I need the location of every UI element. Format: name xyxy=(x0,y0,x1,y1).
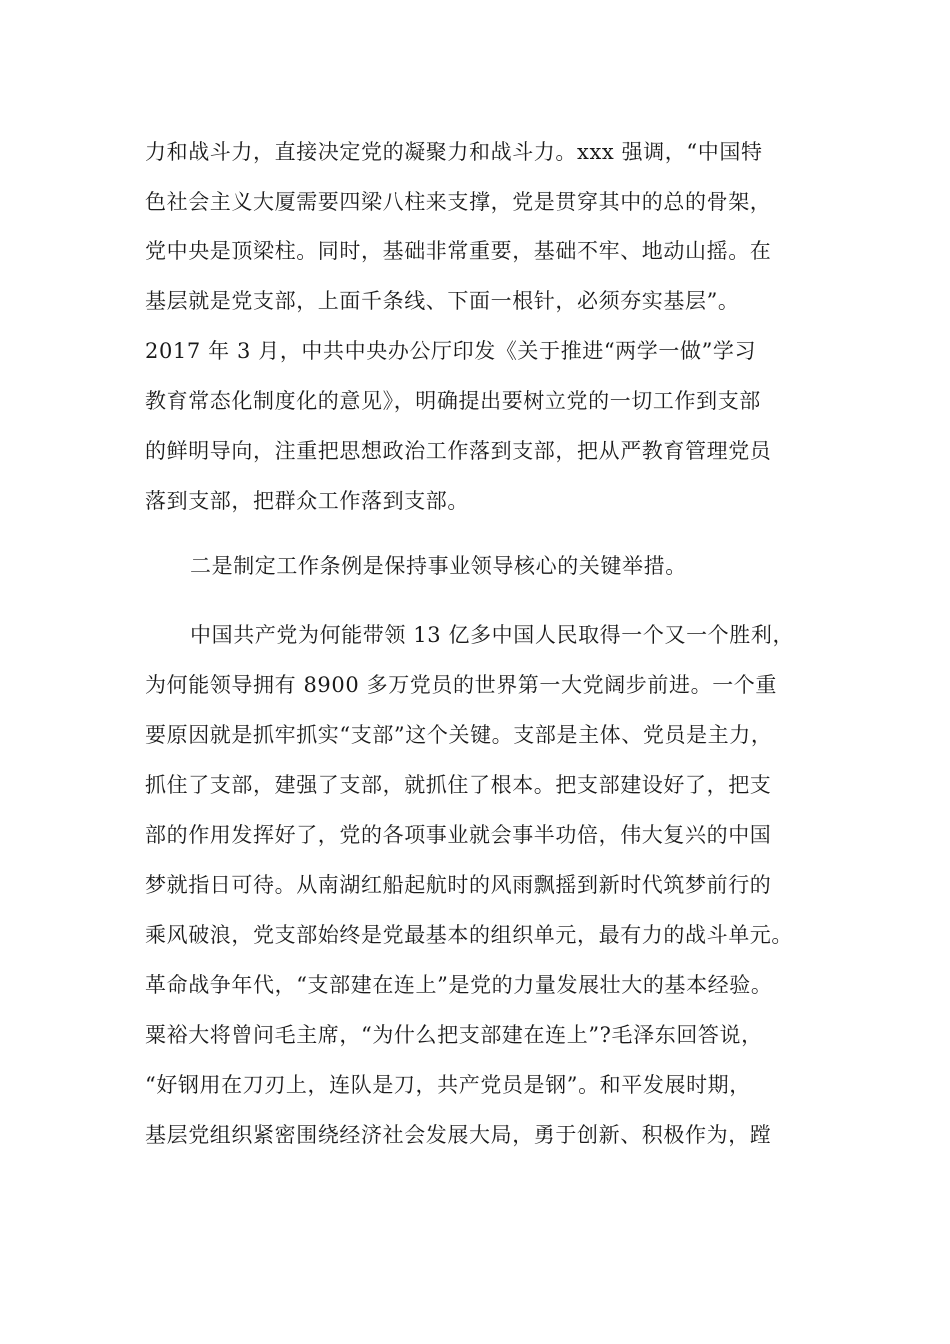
body-text-line: 中国共产党为何能带领 13 亿多中国人民取得一个又一个胜利， xyxy=(190,623,795,647)
body-text-line: 粟裕大将曾问毛主席，“为什么把支部建在连上”?毛泽东回答说， xyxy=(145,1023,763,1047)
body-text-line: 基层党组织紧密围绕经济社会发展大局，勇于创新、积极作为，蹚 xyxy=(145,1123,772,1147)
body-text-line: 党中央是顶梁柱。同时，基础非常重要，基础不牢、地动山摇。在 xyxy=(145,239,772,263)
body-text-line: 革命战争年代，“支部建在连上”是党的力量发展壮大的基本经验。 xyxy=(145,973,773,997)
body-text-line: “好钢用在刀刃上，连队是刀，共产党员是钢”。和平发展时期， xyxy=(145,1073,751,1097)
body-text-line: 2017 年 3 月，中共中央办公厅印发《关于推进“两学一做”学习 xyxy=(145,339,757,363)
body-text-line: 力和战斗力，直接决定党的凝聚力和战斗力。xxx 强调，“中国特 xyxy=(145,140,763,164)
body-text-line: 为何能领导拥有 8900 多万党员的世界第一大党阔步前进。一个重 xyxy=(145,673,777,697)
body-text-line: 要原因就是抓牢抓实“支部”这个关键。支部是主体、党员是主力， xyxy=(145,723,773,747)
body-text-line: 落到支部，把群众工作落到支部。 xyxy=(145,489,469,513)
body-text-line: 乘风破浪，党支部始终是党最基本的组织单元，最有力的战斗单元。 xyxy=(145,923,793,947)
body-text-line: 的鲜明导向，注重把思想政治工作落到支部，把从严教育管理党员 xyxy=(145,439,772,463)
body-text-line: 色社会主义大厦需要四梁八柱来支撑，党是贯穿其中的总的骨架， xyxy=(145,190,772,214)
body-text-line: 部的作用发挥好了，党的各项事业就会事半功倍，伟大复兴的中国 xyxy=(145,823,772,847)
body-text-line: 基层就是党支部，上面千条线、下面一根针，必须夯实基层”。 xyxy=(145,289,740,313)
body-text-line: 教育常态化制度化的意见》，明确提出要树立党的一切工作到支部 xyxy=(145,389,761,413)
body-text-line: 抓住了支部，建强了支部，就抓住了根本。把支部建设好了，把支 xyxy=(145,773,772,797)
body-text-line: 梦就指日可待。从南湖红船起航时的风雨飘摇到新时代筑梦前行的 xyxy=(145,873,772,897)
section-heading: 二是制定工作条例是保持事业领导核心的关键举措。 xyxy=(190,554,687,578)
